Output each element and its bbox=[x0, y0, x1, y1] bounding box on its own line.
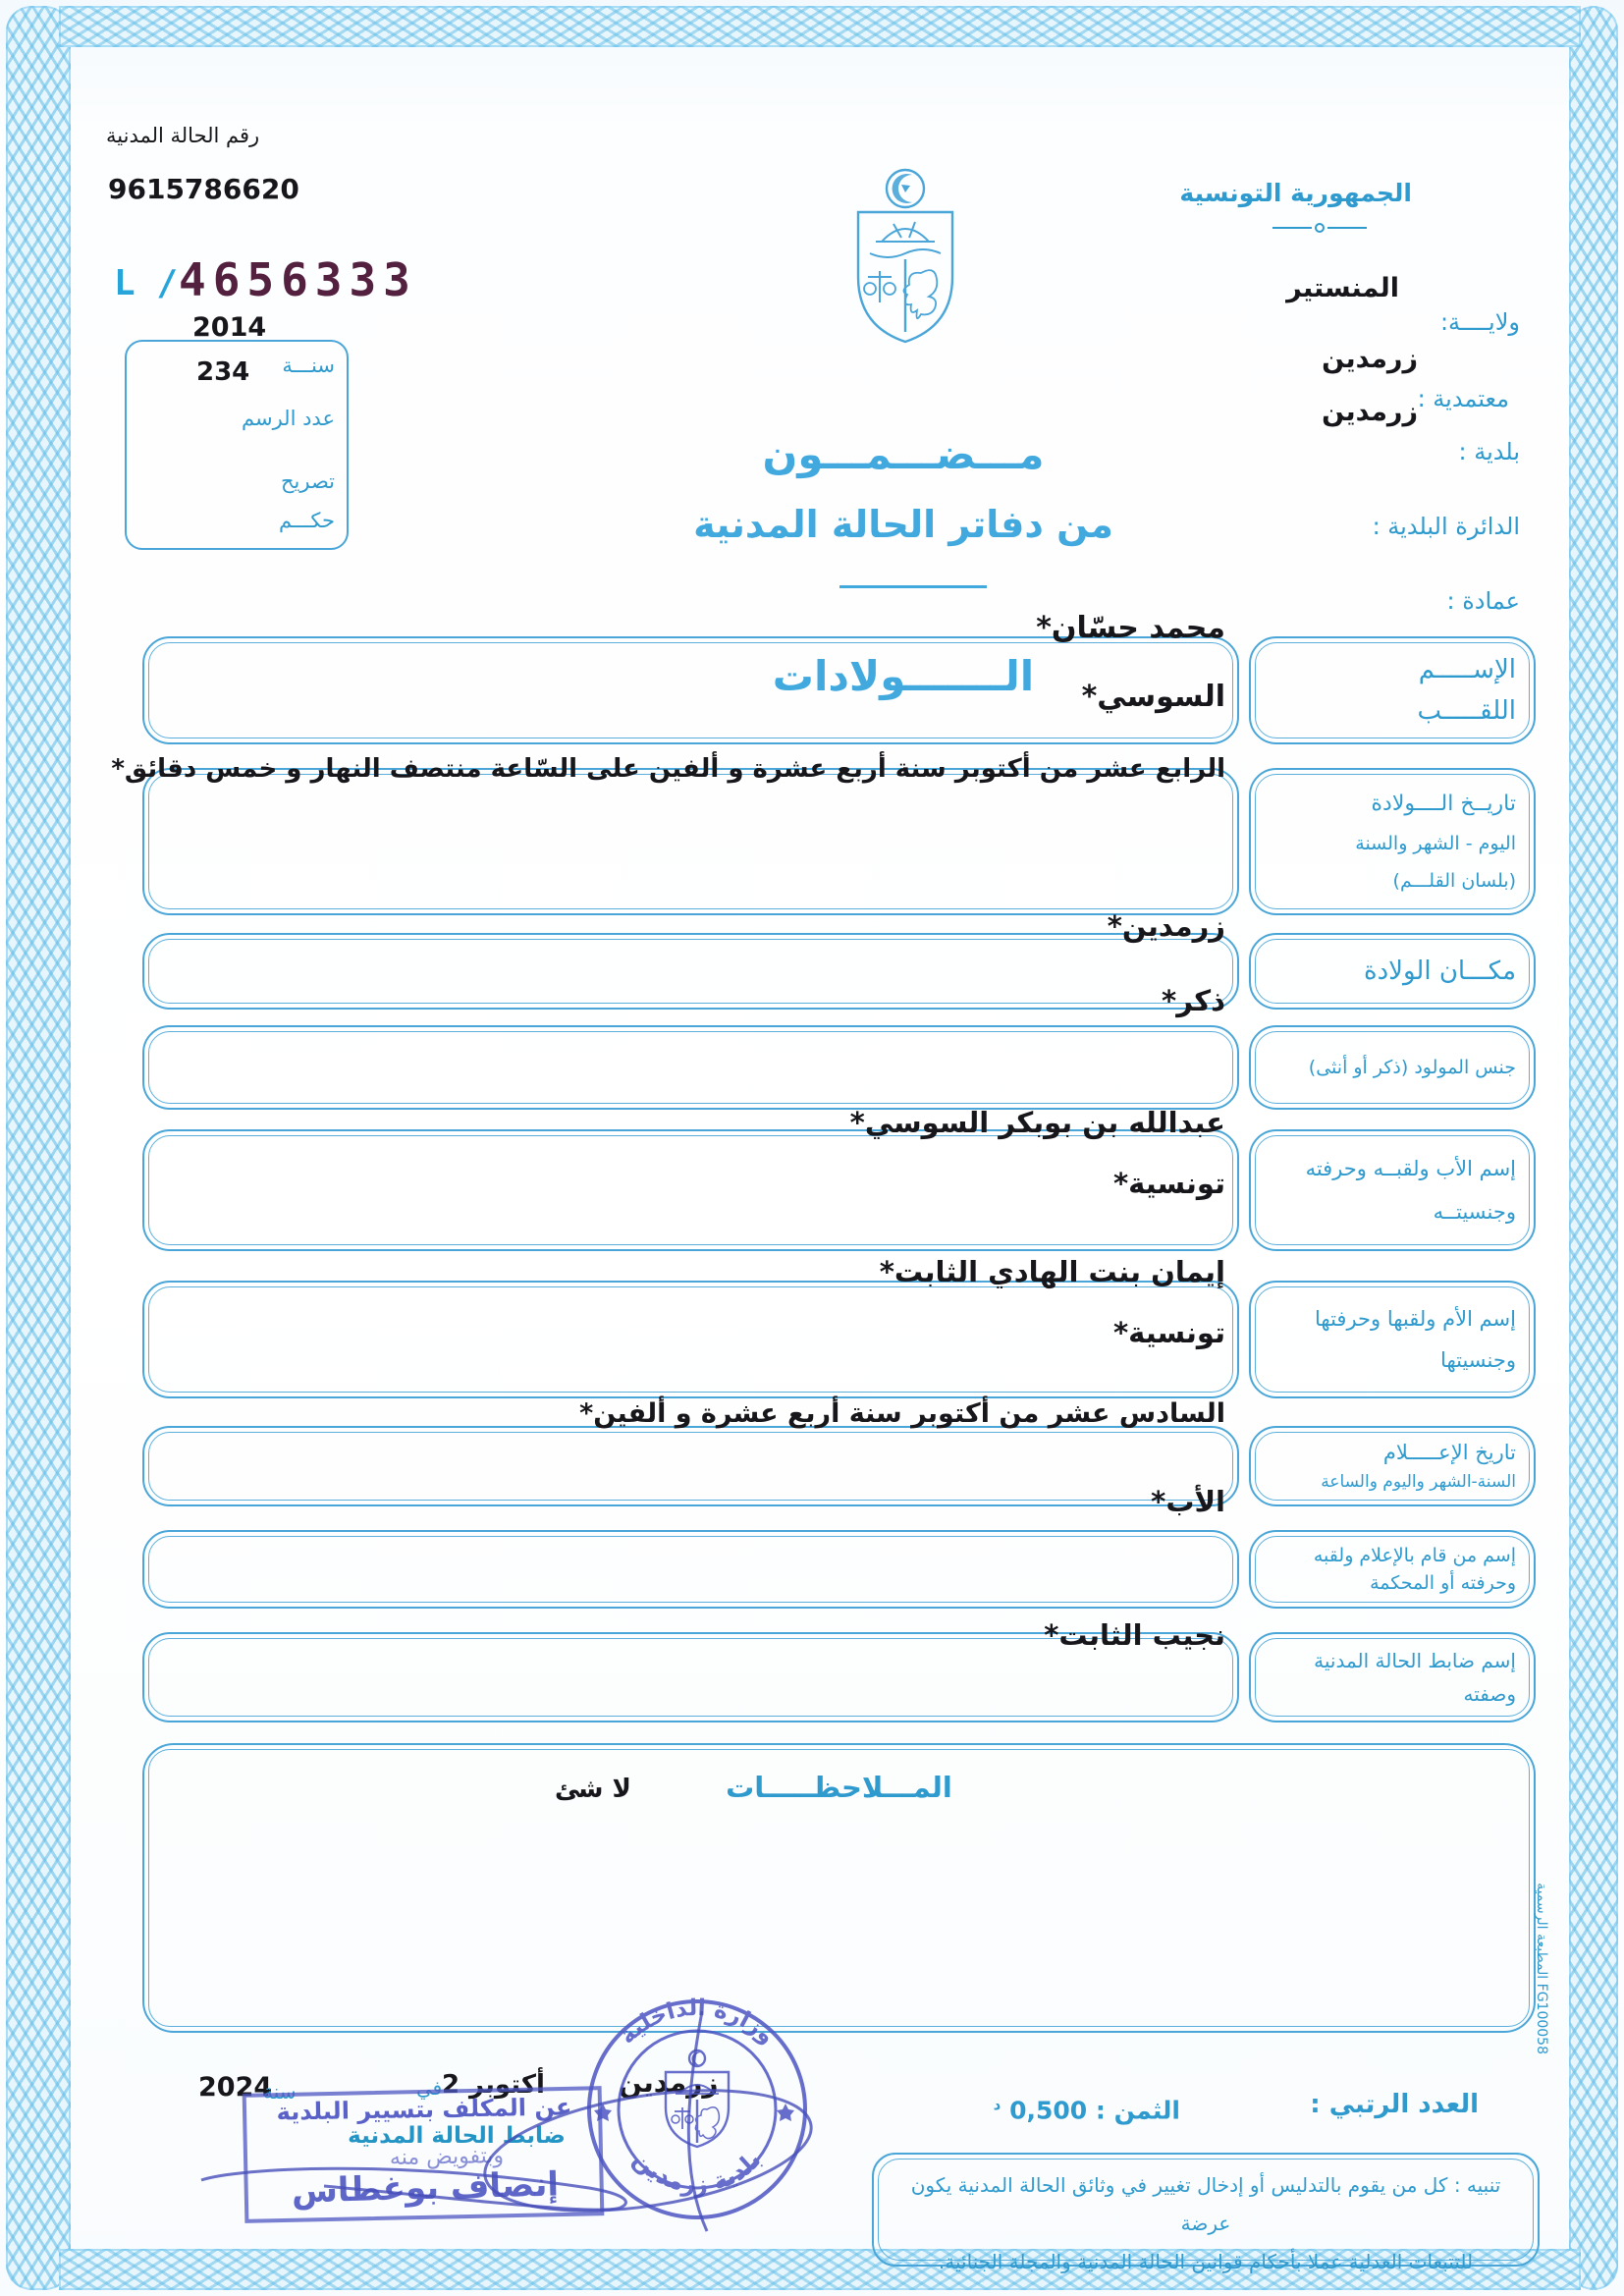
mother-label-2: وجنسيتها bbox=[1440, 1348, 1516, 1373]
stub-year-label: سنـــة bbox=[282, 354, 335, 377]
guilloche-border-right bbox=[1569, 6, 1618, 2290]
sex-label-box bbox=[1249, 1025, 1536, 1110]
delegation-stamp-name: إنصاف بوغطاس bbox=[291, 2164, 560, 2212]
printed-officer-title: ضابط الحالة المدنية bbox=[348, 2123, 566, 2149]
civil-number-value: 9615786620 bbox=[108, 173, 299, 205]
issue-day-value: 2 bbox=[442, 2070, 460, 2100]
warning-line-2: للتتبعات العدلية عملا بأحكام قوانين الحالة المدنية والمجلة الجنائية. bbox=[938, 2250, 1474, 2273]
birthdate-label-box bbox=[1249, 768, 1536, 915]
act-year-value: 2014 bbox=[192, 312, 267, 343]
title-underline bbox=[839, 585, 987, 588]
notifier-label-box bbox=[1249, 1530, 1536, 1609]
name-value: محمد حسّان* bbox=[1036, 611, 1225, 645]
issue-year-value: 2024 bbox=[198, 2072, 273, 2103]
notes-heading: المـــلاحظـــــات bbox=[726, 1771, 952, 1804]
warning-box bbox=[872, 2153, 1540, 2273]
press-imprint bbox=[1534, 1848, 1549, 2054]
officer-label-1: إسم ضابط الحالة المدنية bbox=[1314, 1649, 1516, 1673]
birthdate-label-3: (بلسان القلـــم) bbox=[1392, 869, 1516, 892]
mother-value-box bbox=[142, 1281, 1239, 1398]
notifier-value: الأب* bbox=[1151, 1485, 1225, 1518]
name-label-box bbox=[1249, 636, 1536, 744]
father-label-2: وجنسيتــه bbox=[1433, 1200, 1516, 1224]
civil-number-label: رقم الحالة المدنية bbox=[106, 124, 260, 147]
officer-value: نجيب الثابت* bbox=[1044, 1618, 1225, 1652]
stub-record-label: عدد الرسم bbox=[242, 407, 335, 430]
sex-value-box bbox=[142, 1025, 1239, 1110]
document-title-line2: من دفاتر الحالة المدنية bbox=[693, 503, 1113, 546]
birthdate-value: الرابع عشر من أكتوبر سنة أربع عشرة و ألفين على السّاعة منتصف النهار و خمس دقائق* bbox=[111, 754, 1225, 784]
birthdate-label-2: اليوم - الشهر والسنة bbox=[1355, 832, 1516, 854]
notification-date-label-box bbox=[1249, 1426, 1536, 1506]
price-line bbox=[994, 2096, 1180, 2124]
father-value: عبدالله بن بوبكر السوسي* bbox=[849, 1106, 1225, 1139]
document-title-line1: مـــضـــمـــون bbox=[762, 430, 1045, 478]
issue-in-label: في bbox=[416, 2076, 443, 2100]
wilaya-label: ولايــــة: bbox=[1439, 308, 1520, 336]
officer-label-2: وصفته bbox=[1463, 1681, 1516, 1706]
birthdate-label-1: تاريــخ الــــولادة bbox=[1371, 792, 1516, 817]
mother-label-1: إسم الأم ولقبها وحرفتها bbox=[1315, 1306, 1516, 1331]
father-nationality-value: تونسية* bbox=[1112, 1167, 1225, 1200]
republic-heading: الجمهورية التونسية bbox=[1179, 179, 1412, 207]
signature-overlay bbox=[177, 1984, 884, 2249]
name-value-box bbox=[142, 636, 1239, 744]
serial-number-label: العدد الرتبي : bbox=[1310, 2090, 1479, 2119]
mother-nationality-value: تونسية* bbox=[1112, 1316, 1225, 1349]
press-code: FG100058 bbox=[1534, 1983, 1549, 2054]
guilloche-border-left bbox=[6, 6, 71, 2290]
father-label-1: إسم الأب ولقبــه وحرفته bbox=[1305, 1157, 1516, 1180]
tunisia-coat-of-arms-icon bbox=[842, 163, 968, 348]
issue-city-value: زرمدين bbox=[619, 2066, 719, 2099]
officer-label-box bbox=[1249, 1632, 1536, 1722]
price-value: 0,500 bbox=[1009, 2096, 1088, 2125]
birthdate-value-box bbox=[142, 768, 1239, 915]
stub-declaration-label: تصريح bbox=[280, 469, 335, 493]
wilaya-value: المنستير bbox=[1286, 273, 1399, 303]
document-title-births: الـــــــولادات bbox=[772, 652, 1035, 700]
round-stamp-top-text: وزارة الداخلية bbox=[615, 1995, 780, 2050]
act-number-prefix: L / bbox=[114, 263, 179, 303]
record-number-value: 234 bbox=[196, 357, 250, 387]
delegation-stamp-line2: وبتفويض منه bbox=[389, 2143, 505, 2171]
stub-judgment-label: حكـــم bbox=[278, 509, 335, 532]
mother-value: إيمان بنت الهادي الثابت* bbox=[879, 1255, 1225, 1288]
issue-year-label: سنة bbox=[263, 2080, 297, 2104]
notification-date-label-2: السنة-الشهر واليوم والساعة bbox=[1321, 1471, 1516, 1492]
sex-label: جنس المولود (ذكر أو أنثى) bbox=[1308, 1057, 1516, 1078]
notifier-label-1: إسم من قام بالإعلام ولقبه bbox=[1313, 1544, 1516, 1566]
issue-month-value: أكتوبر bbox=[469, 2070, 545, 2100]
omda-label: عمادة : bbox=[1446, 587, 1520, 615]
notification-date-value-box bbox=[142, 1426, 1239, 1506]
notification-date-label-1: تاريخ الإعـــــلام bbox=[1382, 1441, 1516, 1465]
municipality-label: بلدية : bbox=[1458, 438, 1520, 465]
round-stamp-bottom-text: بلدية زرمدين bbox=[627, 2145, 767, 2199]
press-name: المطبعة الرسمية bbox=[1534, 1883, 1549, 1980]
guilloche-border-top bbox=[59, 6, 1581, 47]
surname-value: السوسي* bbox=[1081, 680, 1225, 714]
surname-label: اللقـــــب bbox=[1417, 695, 1516, 726]
district-label: الدائرة البلدية : bbox=[1372, 513, 1520, 540]
act-number-value: 4656333 bbox=[179, 253, 417, 306]
sex-value: ذكر* bbox=[1162, 984, 1225, 1017]
mother-label-box bbox=[1249, 1281, 1536, 1398]
notification-date-value: السادس عشر من أكتوبر سنة أربع عشرة و ألفين* bbox=[579, 1398, 1225, 1429]
father-value-box bbox=[142, 1129, 1239, 1251]
notifier-value-box bbox=[142, 1530, 1239, 1609]
warning-line-1: تنبيه : كل من يقوم بالتدليس أو إدخال تغيير في وثائق الحالة المدنية يكون عرضة bbox=[910, 2173, 1501, 2235]
name-label: الإســـــم bbox=[1418, 655, 1516, 685]
birthplace-value: زرمدين* bbox=[1107, 909, 1225, 943]
delegation-value: زرمدين bbox=[1322, 344, 1418, 374]
father-label-box bbox=[1249, 1129, 1536, 1251]
delegation-stamp-line1: عن المكلف بتسيير البلدية bbox=[276, 2093, 572, 2126]
birthplace-value-box bbox=[142, 933, 1239, 1010]
birthplace-label-box bbox=[1249, 933, 1536, 1010]
notifier-label-2: وحرفته أو المحكمة bbox=[1370, 1572, 1516, 1595]
price-unit: د bbox=[993, 2096, 1001, 2113]
republic-divider-icon bbox=[1272, 222, 1367, 234]
notes-value: لا شئ bbox=[555, 1775, 631, 1804]
birthplace-label: مكـــان الولادة bbox=[1363, 957, 1516, 986]
price-label: الثمن : bbox=[1095, 2096, 1180, 2125]
municipality-value: زرمدين bbox=[1322, 397, 1418, 427]
delegation-label: معتمدية : bbox=[1417, 385, 1509, 412]
